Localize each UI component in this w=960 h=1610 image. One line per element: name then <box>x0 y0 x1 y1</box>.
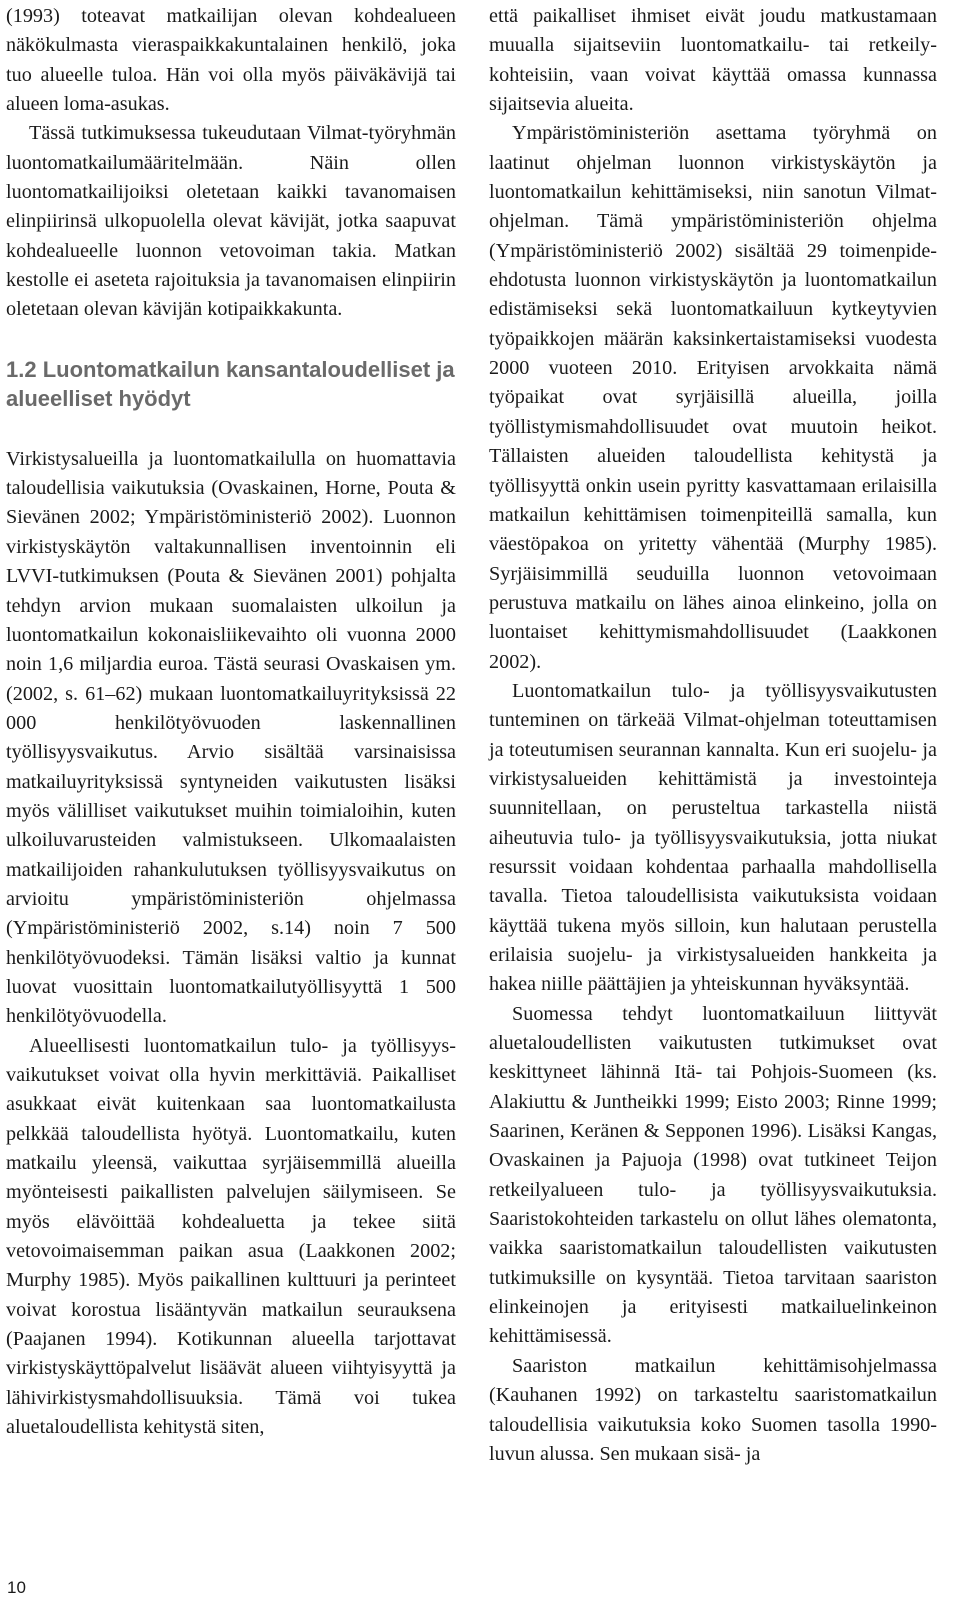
left-paragraph-3: Virkistysalueilla ja luontomatkailulla on huomattavia taloudellisia vaikutuksia (Ovaskainen, Horne, Pouta & Sievänen 2002; Ympäristöministeriö 2002). Luonnon virkistyskäytön valtakunnallisen inventoinnin eli LVVI-tutkimuksen (Pouta & Sievänen 2001) pohjalta tehdyn arvion mukaan suomalaisten ulkoilun ja luontomatkailun kokonaisliikevaihto oli vuonna 2000 noin 1,6 miljardia euroa. Tästä seurasi Ovaskaisen ym. (2002, s. 61–62) mukaan luontomatkailuyrityksissä 22 000 henkilötyövuoden laskennallinen työllisyysvaikutus. Arvio sisältää varsinaisissa matkailuyrityksissä syntyneiden vaikutusten lisäksi myös välilliset vaikutukset muihin toimialoihin, kuten ulkoiluvarusteiden valmistukseen. Ulkomaalaisten matkailijoiden rahankulutuksen työllisyysvaikutus on arvioitu ympäristöministeriön ohjelmassa (Ympäristöministeriö 2002, s.14) noin 7 500 henkilötyövuodeksi. Tämän lisäksi valtio ja kunnat luovat vuosittain luontomatkailutyöllisyyttä 1 500 henkilötyövuodella. <box>6 447 456 1028</box>
right-column <box>489 2 937 1469</box>
left-column <box>6 2 456 1442</box>
section-heading: 1.2 Luontomatkailun kansantaloudelliset ja alueelliset hyödyt <box>6 356 455 411</box>
left-paragraph-1: (1993) toteavat matkailijan olevan kohdealueen näkökulmasta vieraspaikkakuntalainen henkilö, joka tuo alueelle tuloa. Hän voi olla myös päiväkävijä tai alueen loma-asukas. <box>6 5 456 116</box>
right-paragraph-3: Luontomatkailun tulo- ja työllisyysvaikutusten tunteminen on tärkeää Vilmat-ohjelman toteuttamisen ja toteutumisen seurannan kannalta. Kun eri suojelu- ja virkistysalueiden kehittämistä ja investointeja suunnitellaan, on perusteltua tarkastella niistä aiheutuvia tulo- ja työllisyysvaikutuksia, jotta niukat resurssit voidaan kohdentaa parhaalla mahdollisella tavalla. Tietoa taloudellisista vaikutuksista voidaan käyttää tukena myös silloin, kun halutaan perustella erilaisia suojelu- ja virkistysalueiden hankkeita ja hakea niille päättäjien ja yhteiskunnan hyväksyntää. <box>489 679 937 996</box>
page-number: 10 <box>7 1578 26 1597</box>
right-paragraph-5: Saariston matkailun kehittämisohjelmassa (Kauhanen 1992) on tarkasteltu saaristomatkailun taloudellisia vaikutuksia koko Suomen tasolla 1990-luvun alussa. Sen mukaan sisä- ja <box>489 1354 937 1465</box>
left-paragraph-4: Alueellisesti luontomatkailun tulo- ja työllisyysvaikutukset voivat olla hyvin merkittäviä. Paikalliset asukkaat eivät kuitenkaan saa luontomatkailusta pelkkää taloudellista hyötyä. Luontomatkailu, kuten matkailu yleensä, vaikuttaa syrjäisemmillä alueilla myönteisesti paikallisten palvelujen säilymiseen. Se myös elävöittää kohdealuetta ja tekee siitä vetovoimaisemman paikan asua (Laakkonen 2002; Murphy 1985). Myös paikallinen kulttuuri ja perinteet voivat korostua lisääntyvän matkailun seurauksena (Paajanen 1994). Kotikunnan alueella tarjottavat virkistyskäyttöpalvelut lisäävät alueen viihtyisyyttä ja lähivirkistysmahdollisuuksia. Tämä voi tukea aluetaloudellista kehitystä siten, <box>6 1034 456 1439</box>
left-paragraph-2: Tässä tutkimuksessa tukeudutaan Vilmat-työryhmän luontomatkailumääritelmään. Näin ollen luontomatkailijoiksi oletetaan kaikki tavanomaisen elinpiirinsä ulkopuolella olevat kävijät, jotka saapuvat kohdealueelle luonnon vetovoiman takia. Matkan kestolle ei aseteta rajoituksia ja tavanomaisen elinpiirin oletetaan olevan kävijän kotipaikkakunta. <box>6 122 456 321</box>
right-paragraph-2: Ympäristöministeriön asettama työryhmä on laatinut ohjelman luonnon virkistyskäytön ja luontomatkailun kehittämiseksi, niin sanotun Vilmat-ohjelman. Tämä ympäristöministeriön ohjelma (Ympäristöministeriö 2002) sisältää 29 toimenpide-ehdotusta luonnon virkistyskäytön ja luontomatkailun edistämiseksi sekä luontomatkailuun kytkeytyvien työpaikkojen määrän kaksinkertaistamiseksi vuodesta 2000 vuoteen 2010. Erityisen arvokkaita nämä työpaikat ovat syrjäisillä alueilla, joilla työllistymismahdollisuudet ovat muutoin heikot. Tällaisten alueiden taloudellista kehitystä ja työllisyyttä onkin usein pyritty kasvattamaan erilaisilla matkailun kehittämisen toimenpiteillä samalla, kun väestöpakoa on yritetty vähentää (Murphy 1985). Syrjäisimmillä seuduilla luonnon vetovoimaan perustuva matkailu on lähes ainoa elinkeino, jolla on luontaiset kehittymismahdollisuudet (Laakkonen 2002). <box>489 122 937 673</box>
right-paragraph-1: että paikalliset ihmiset eivät joudu matkustamaan muualla sijaitseviin luontomatkailu- tai retkeilykohteisiin, vaan voivat käyttää omassa kunnassa sijaitsevia alueita. <box>489 5 937 116</box>
right-paragraph-4: Suomessa tehdyt luontomatkailuun liittyvät aluetaloudellisten vaikutusten tutkimukset ovat keskittyneet lähinnä Itä- tai Pohjois-Suomeen (ks. Alakiuttu & Juntheikki 1999; Eisto 2003; Rinne 1999; Saarinen, Keränen & Sepponen 1996). Lisäksi Kangas, Ovaskainen ja Pajuoja (1998) ovat tutkineet Teijon retkeilyalueen tulo- ja työllisyysvaikutuksia. Saaristokohteiden tarkastelu on ollut lähes olematonta, vaikka saaristomatkailun taloudellisten vaikutusten tutkimuksille on kysyntää. Tietoa tarvitaan saariston elinkeinojen ja erityisesti matkailuelinkeinon kehittämisessä. <box>489 1002 937 1348</box>
